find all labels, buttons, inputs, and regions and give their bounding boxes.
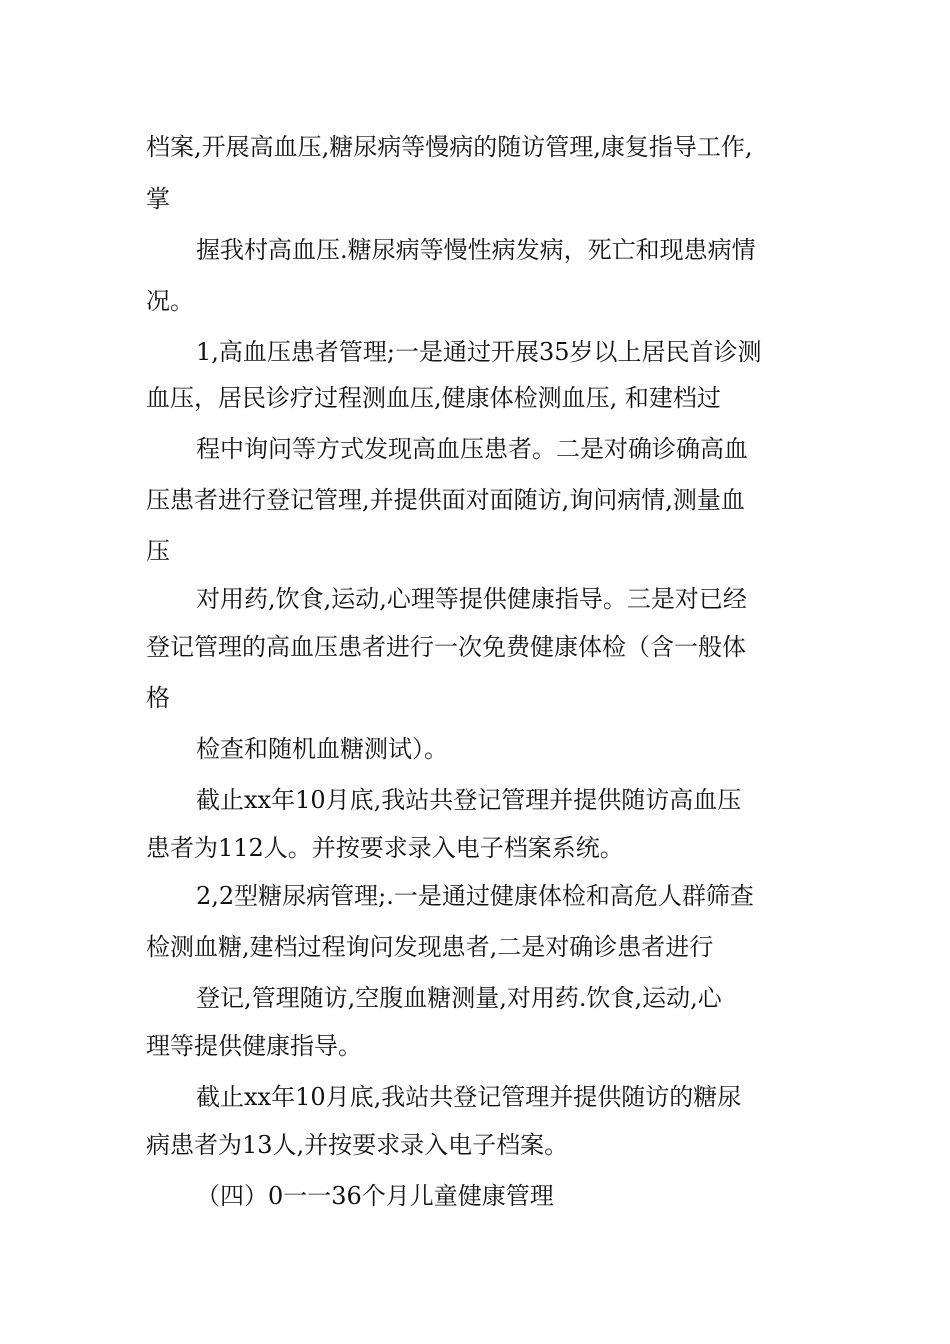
text-line: 档案,开展高血压,糖尿病等慢病的随访管理,康复指导工作, — [146, 133, 753, 161]
text-line: 患者为112人。并按要求录入电子档案系统。 — [146, 834, 624, 862]
text-line: 况。 — [146, 287, 194, 315]
text-line: 1,高血压患者管理;一是通过开展35岁以上居民首诊测 — [196, 338, 762, 366]
text-line: 截止xx年10月底,我站共登记管理并提供随访高血压 — [196, 786, 742, 814]
text-line: 2,2型糖尿病管理;.一是通过健康体检和高危人群筛查 — [196, 882, 754, 910]
text-line: 压患者进行登记管理,并提供面对面随访,询问病情,测量血 — [146, 486, 745, 514]
text-line: 压 — [146, 537, 170, 565]
text-line: 理等提供健康指导。 — [146, 1032, 362, 1060]
text-line: 掌 — [146, 185, 170, 213]
text-line: 格 — [146, 684, 170, 712]
text-line: 检测血糖,建档过程询问发现患者,二是对确诊患者进行 — [146, 933, 714, 961]
text-line: 对用药,饮食,运动,心理等提供健康指导。三是对已经 — [196, 585, 747, 613]
section-heading: （四）0一一36个月儿童健康管理 — [196, 1182, 554, 1210]
text-line: 检查和随机血糖测试）。 — [196, 735, 448, 763]
text-line: 握我村高血压.糖尿病等慢性病发病，死亡和现患病情 — [196, 236, 756, 264]
text-line: 登记管理的高血压患者进行一次免费健康体检（含一般体 — [146, 633, 746, 661]
text-line: 血压，居民诊疗过程测血压,健康体检测血压, 和建档过 — [146, 384, 721, 412]
text-line: 登记,管理随访,空腹血糖测量,对用药.饮食,运动,心 — [196, 984, 722, 1012]
text-line: 病患者为13人,并按要求录入电子档案。 — [146, 1131, 569, 1159]
text-line: 程中询问等方式发现高血压患者。二是对确诊确高血 — [196, 435, 748, 463]
text-line: 截止xx年10月底,我站共登记管理并提供随访的糖尿 — [196, 1083, 742, 1111]
